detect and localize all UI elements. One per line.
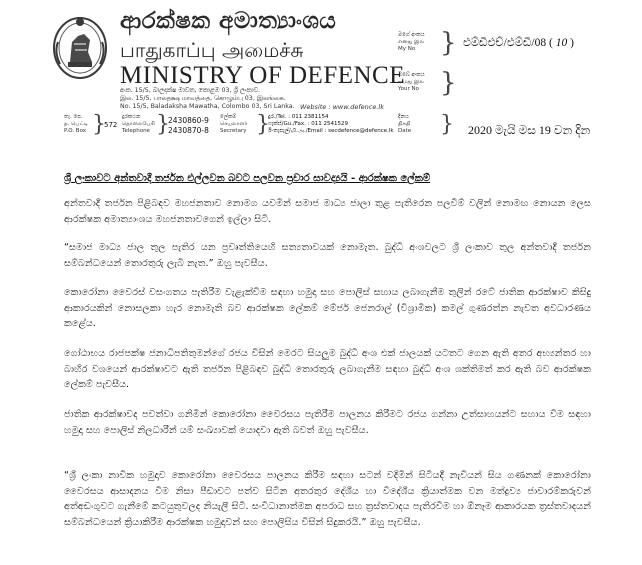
phone-label-si: දුරකථන (122, 114, 141, 120)
telephone-labels (122, 114, 155, 135)
your-no-label-en: Your No (398, 86, 419, 92)
my-no-suffix: ) (570, 37, 574, 49)
po-box-value: 572 (104, 121, 118, 129)
ministry-title-english: MINISTRY OF DEFENCE (120, 62, 405, 89)
my-no-prefix: එම්ඩීඑච්/එම්ඩී/08 ( (463, 37, 553, 49)
brace-icon: } (440, 68, 457, 98)
my-no-label-en: My No (398, 46, 416, 52)
secretary-label-si: ලේකම් (220, 114, 237, 120)
telephone-values (168, 116, 209, 135)
my-no-number: 10 (555, 37, 568, 49)
brace-icon: } (156, 112, 170, 137)
date-label-si: දිනය (398, 114, 409, 120)
paragraph-6: “ශ්‍රී ලංකා නාවික හමුදාව කොරෝනා වෛරසය පාලනය කිරීම සඳහා සටන් වදිමින් සිටියදී නැවියන් සිය ගණනක් කොරෝනා වෛරසය ආසාදනය වීම නිසා පීඩාවට පත්ව සිටින අතරතුර දේශීය හා විදේශීය ක්‍රියාත්මක වන මත්ද්‍රව්‍ය ජාවාරම්කරුවන් අත්අඩංගුවට ගැනීමේ කටයුතුවලද නියැලී සිටී. සංවිධානාත්මක අපරාධ සහ ත්‍රස්තවාදය පැතිරවීම හා ඕනෑම ආකාරයක ත්‍රස්තවාදයන් සම්බන්ධයෙන් ක්‍රියාකිරීම ආරක්ෂක හමුදාවන් සහ පොලිසිය විසින් සිදුකරයි.” ඔහු පැවසීය. (64, 470, 591, 528)
date-label-ta: திகதி (398, 121, 411, 127)
po-box-labels (64, 114, 88, 135)
paragraph-2: “සමාජ මාධ්‍ය ජාල තුල පැතිර යන ප්‍රවෘත්තියෙහි සත්‍යතාවයක් නොමැත. බුද්ධි අංශවලට ශ්‍රී ලංකාව තුල අන්තවාදී තර්ජන සම්බන්ධයෙන් තොරතුරු ලැබී නැත.” ඔහු පැවසීය. (64, 242, 591, 269)
paragraph-3: කොරෝනා වෛරස් වසංගතය පැතිරීම වැළැක්වීම සඳහා හමුදා සහ පොලිස් සහාය ලබාගැනීම තුලින් රටේ ජාතික ආරක්ෂාව කිසිදු ආකාරයකින් නොසලකා හැර නොමැති බව ආරක්ෂක ලේකම් මේජර් ජෙනරාල් (විශ්‍රාමික) කමල් ගුණරත්න නැවත අවධාරණය කළේය. (64, 287, 591, 329)
my-no-labels (398, 32, 425, 53)
your-no-label-si: ඔබේ අංකය (398, 72, 425, 78)
brace-icon: } (440, 28, 457, 58)
secretary-fax: ෆැක්ස්/Gu./Fax. : 011 2541529 (268, 121, 349, 128)
press-release-heading: ශ්‍රී ලංකාවට අන්තවාදී තර්ජන එල්ලවන බවට පලවන ප්‍රචාර සාවද්‍යයි - ආරක්ෂක ලේකම් (64, 173, 431, 184)
my-no-label-ta: எனது இல (398, 39, 425, 45)
secretary-labels (220, 114, 247, 135)
brace-icon: } (92, 112, 106, 137)
my-no-label-si: මගේ අංකය (398, 32, 425, 38)
address-line-tamil: இல. 15/5, பாலதக்ஷ மாவத்தை, கொழும்பு 03, இலங்கை. (120, 95, 286, 102)
date-label-en: Date (398, 128, 412, 134)
brace-icon: } (256, 112, 270, 137)
your-no-label-ta: உமது இல (398, 79, 424, 85)
ministry-title-sinhala: ආරක්ෂක අමාත්‍යාංශය (120, 8, 337, 34)
secretary-label-en: Secretary (220, 128, 247, 134)
brace-icon: } (440, 112, 454, 137)
address-line-sinhala: අංක. 15/5, බාලදක්ෂ මාවත, කොළඹ 03, ශ්‍රී ලංකාව. (120, 87, 261, 94)
paragraph-4: ගෝඨාභය රාජපක්ෂ ජනාධිපතිතුමන්ගේ රජය විසින් මෙරට සියලුම බුද්ධි අංශ එක් ජාලයක් යටතට ගෙන ඇති අතර අභ්‍යන්තර හා බාහිර වශයෙන් ආරක්ෂාවට ඇති තර්ජන පිළිබඳව බුද්ධි තොරතුරු ලබාගැනීම සඳහා බුද්ධි අංශ ශක්තිමත් කර ඇති බව ආරක්ෂක ලේකම් පැවසීය. (64, 348, 591, 390)
po-label-en: P.O. Box (64, 128, 87, 134)
secretary-contacts (268, 114, 394, 136)
po-label-si: තැ. පෙ. (64, 114, 83, 120)
secretary-tel: දුර./Tel. : 011 2381154 (268, 114, 329, 120)
website-text: Website : www.defence.lk (300, 103, 384, 111)
paragraph-1: අන්තවාදී තර්ජන පිළිබඳව මහජනතාව නොමග යවමින් සමාජ මාධ්‍ය ජාලා තුළ පැතිරෙන පලවීම් වලින් නොමඟ නොයන ලෙස ආරක්ෂක අමාත්‍යාංශය මහජනතාවගෙන් ඉල්ලා සිටී. (64, 198, 591, 225)
po-label-ta: த. பெட்டி (64, 121, 89, 127)
my-no-value (463, 37, 574, 50)
letter-date: 2020 මැයි මස 19 වන දින (468, 123, 591, 137)
phone-value-1: 2430860-9 (168, 116, 209, 125)
phone-value-2: 2430870-8 (168, 125, 209, 135)
secretary-email: ඊ-තැපැල්/மி.அ./Email : secdefence@defence.lk (268, 128, 394, 135)
phone-label-ta: தொலைபேசி (122, 121, 155, 127)
your-no-labels (398, 72, 425, 93)
paragraph-5: ජාතික ආරක්ෂාවද පවත්වා ගනිමින් කොරෝනා වෛරසය පැතිරීම පාලනය කිරීමට රජය ගන්නා උත්සාහයන්ට සහාය වීම සඳහා හමුදා සහ පොලිස් නිලධාරීන් යම් සංඛ්‍යාවක් යොදවා ඇති බවත් ඔහු පැවසීය. (64, 409, 591, 436)
state-emblem-icon (50, 12, 110, 82)
ministry-title-tamil: பாதுகாப்பு அமைச்சு (120, 38, 304, 62)
address-line-english: No. 15/5, Baladaksha Mawatha, Colombo 03, Sri Lanka. (120, 103, 295, 110)
date-labels (398, 114, 411, 135)
phone-label-en: Telephone (122, 128, 150, 134)
secretary-label-ta: செயலாளர் (220, 121, 248, 127)
